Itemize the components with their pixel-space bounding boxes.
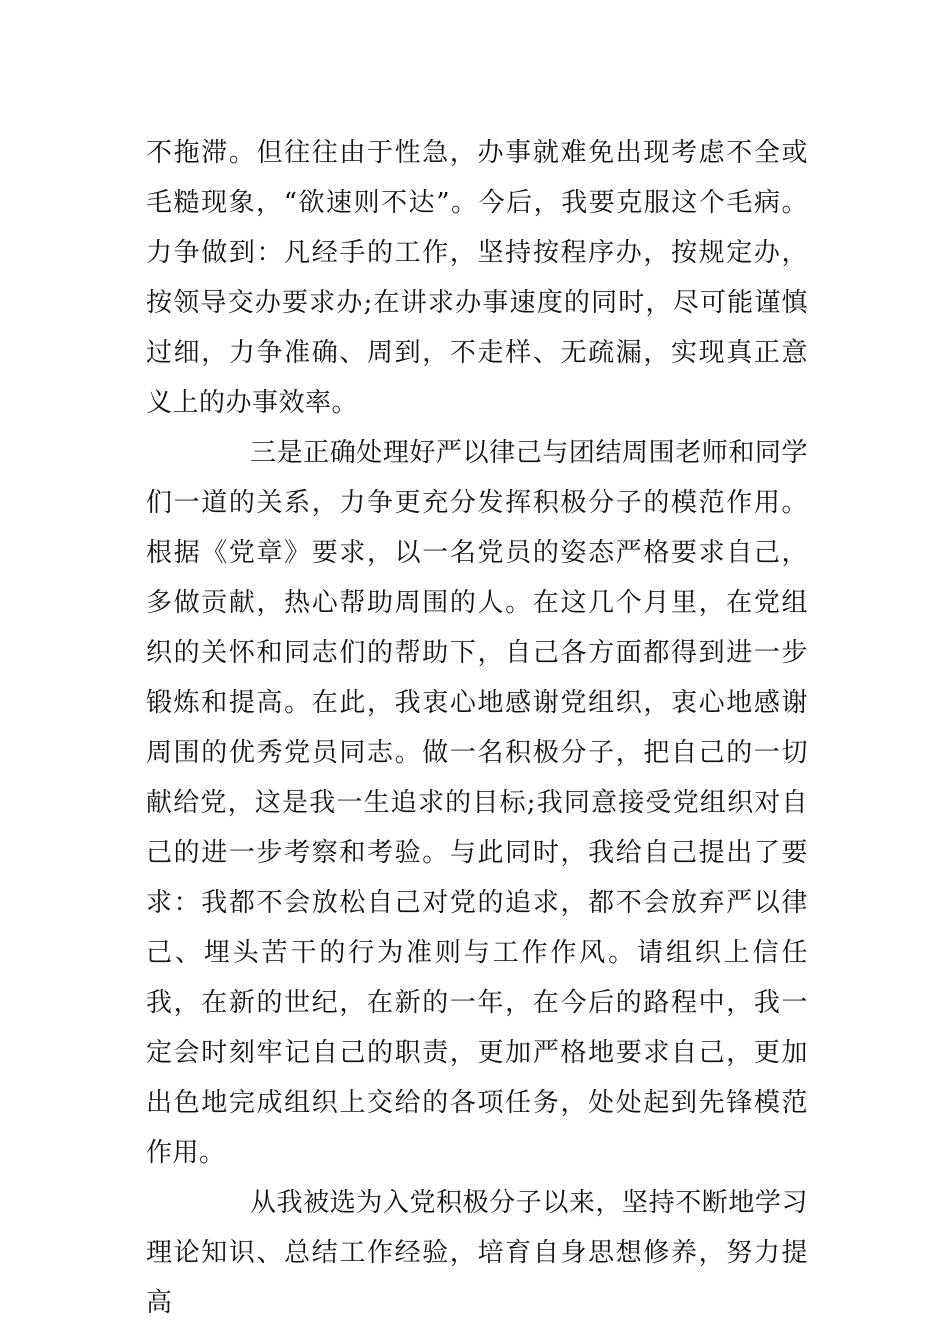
paragraph-1: 不拖滞。但往往由于性急，办事就难免出现考虑不全或毛糙现象，“欲速则不达”。今后，我要克服这个毛病。力争做到：凡经手的工作，坚持按程序办，按规定办，按领导交办要求办;在讲求办事速度的同时，尽可能谨慎过细，力争准确、周到，不走样、无疏漏，实现真正意义上的办事效率。 xyxy=(146,138,808,418)
paragraph-2: 三是正确处理好严以律己与团结周围老师和同学们一道的关系，力争更充分发挥积极分子的模范作用。根据《党章》要求，以一名党员的姿态严格要求自己，多做贡献，热心帮助周围的人。在这几个月里，在党组织的关怀和同志们的帮助下，自己各方面都得到进一步锻炼和提高。在此，我衷心地感谢党组织，衷心地感谢周围的优秀党员同志。做一名积极分子，把自己的一切献给党，这是我一生追求的目标;我同意接受党组织对自己的进一步考察和考验。与此同时，我给自己提出了要求：我都不会放松自己对党的追求，都不会放弃严以律己、埋头苦干的行为准则与工作作风。请组织上信任我，在新的世纪，在新的一年，在今后的路程中，我一定会时刻牢记自己的职责，更加严格地要求自己，更加出色地完成组织上交给的各项任务，处处起到先锋模范作用。 xyxy=(146,438,808,1168)
paragraph-3: 从我被选为入党积极分子以来，坚持不断地学习理论知识、总结工作经验，培育自身思想修养，努力提高 xyxy=(146,1188,808,1318)
document-page xyxy=(146,128,808,1328)
